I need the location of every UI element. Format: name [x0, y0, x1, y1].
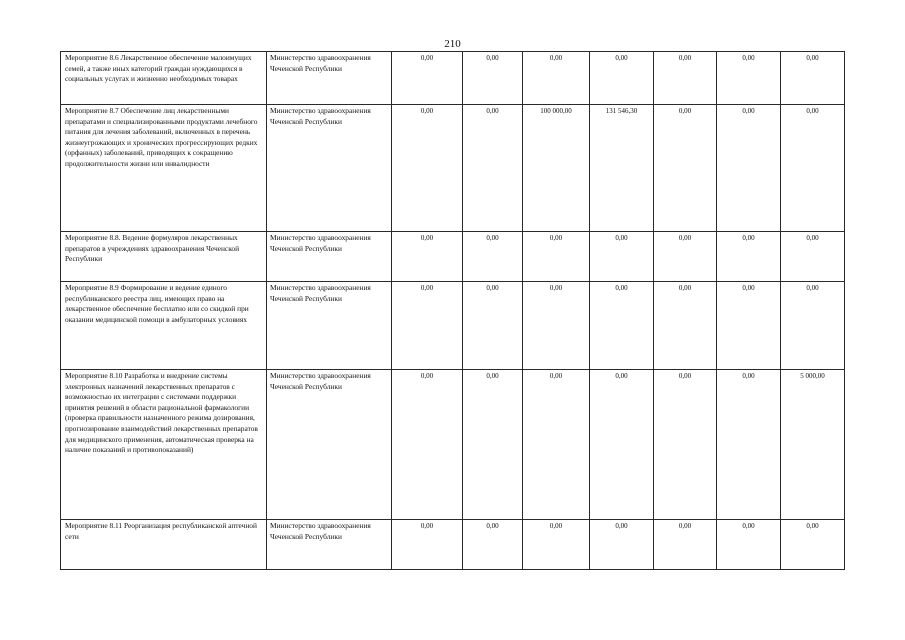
activity-cell: Мероприятие 8.10 Разработка и внедрение системы электронных назначений лекарственных препаратов с возможностью их интеграции с системами поддержки принятия решений в области рациональной фармакологии (проверка правильности назначенного режима дозирования, прогнозирование взаимодействий лекарственных препаратов для медицинского применения, автоматическая проверка на наличие показаний и противопоказаний): [61, 370, 267, 520]
value-cell: 0,00: [463, 232, 523, 282]
value-cell: 0,00: [654, 232, 717, 282]
value-cell: 0,00: [523, 282, 590, 370]
executor-cell: Министерство здравоохранения Чеченской Республики: [267, 282, 392, 370]
activity-cell: Мероприятие 8.6 Лекарственное обеспечение малоимущих семей, а также иных категорий граждан нуждающихся в социальных услугах и жизненно необходимых товарах: [61, 52, 267, 105]
table-row: [61, 232, 845, 282]
value-cell: 0,00: [463, 52, 523, 105]
value-cell: 0,00: [590, 370, 654, 520]
value-cell: 0,00: [523, 520, 590, 570]
value-cell: 0,00: [590, 282, 654, 370]
value-cell: 0,00: [392, 370, 463, 520]
activity-cell: Мероприятие 8.11 Реорганизация республиканской аптечной сети: [61, 520, 267, 570]
value-cell: 0,00: [590, 232, 654, 282]
activity-cell: Мероприятие 8.9 Формирование и ведение единого республиканского реестра лиц, имеющих право на лекарственное обеспечение бесплатно или со скидкой при оказании медицинской помощи в амбулаторных условиях: [61, 282, 267, 370]
value-cell: 0,00: [654, 520, 717, 570]
executor-cell: Министерство здравоохранения Чеченской Республики: [267, 52, 392, 105]
budget-table: [60, 51, 845, 570]
activity-cell: Мероприятие 8.8. Ведение формуляров лекарственных препаратов в учреждениях здравоохранения Чеченской Республики: [61, 232, 267, 282]
value-cell: 0,00: [590, 52, 654, 105]
value-cell: 0,00: [392, 52, 463, 105]
table-row: [61, 105, 845, 232]
value-cell: 0,00: [392, 232, 463, 282]
value-cell: 0,00: [717, 520, 781, 570]
table-row: [61, 52, 845, 105]
value-cell: 131 546,30: [590, 105, 654, 232]
value-cell: 0,00: [717, 370, 781, 520]
value-cell: 0,00: [717, 282, 781, 370]
value-cell: 0,00: [392, 105, 463, 232]
table-body: [61, 52, 845, 570]
value-cell: 0,00: [463, 105, 523, 232]
value-cell: 100 000,00: [523, 105, 590, 232]
value-cell: 0,00: [781, 52, 845, 105]
executor-cell: Министерство здравоохранения Чеченской Республики: [267, 520, 392, 570]
value-cell: 0,00: [463, 282, 523, 370]
value-cell: 0,00: [654, 370, 717, 520]
value-cell: 0,00: [781, 520, 845, 570]
value-cell: 0,00: [717, 232, 781, 282]
value-cell: 0,00: [654, 105, 717, 232]
value-cell: 0,00: [523, 232, 590, 282]
executor-cell: Министерство здравоохранения Чеченской Республики: [267, 370, 392, 520]
value-cell: 0,00: [392, 520, 463, 570]
value-cell: 0,00: [717, 105, 781, 232]
value-cell: 0,00: [717, 52, 781, 105]
value-cell: 0,00: [523, 370, 590, 520]
activity-cell: Мероприятие 8.7 Обеспечение лиц лекарственными препаратами и специализированными продуктами лечебного питания для лечения заболеваний, включенных в перечень жизнеугрожающих и хронических прогрессирующих редких (орфанных) заболеваний, приводящих к сокращению продолжительности жизни или инвалидности: [61, 105, 267, 232]
value-cell: 0,00: [590, 520, 654, 570]
value-cell: 0,00: [781, 232, 845, 282]
value-cell: 0,00: [654, 52, 717, 105]
executor-cell: Министерство здравоохранения Чеченской Республики: [267, 232, 392, 282]
value-cell: 0,00: [781, 105, 845, 232]
value-cell: 5 000,00: [781, 370, 845, 520]
value-cell: 0,00: [463, 370, 523, 520]
table-row: [61, 370, 845, 520]
table-row: [61, 520, 845, 570]
value-cell: 0,00: [781, 282, 845, 370]
table-row: [61, 282, 845, 370]
executor-cell: Министерство здравоохранения Чеченской Республики: [267, 105, 392, 232]
page-number: 210: [444, 38, 461, 50]
value-cell: 0,00: [654, 282, 717, 370]
value-cell: 0,00: [463, 520, 523, 570]
value-cell: 0,00: [392, 282, 463, 370]
value-cell: 0,00: [523, 52, 590, 105]
